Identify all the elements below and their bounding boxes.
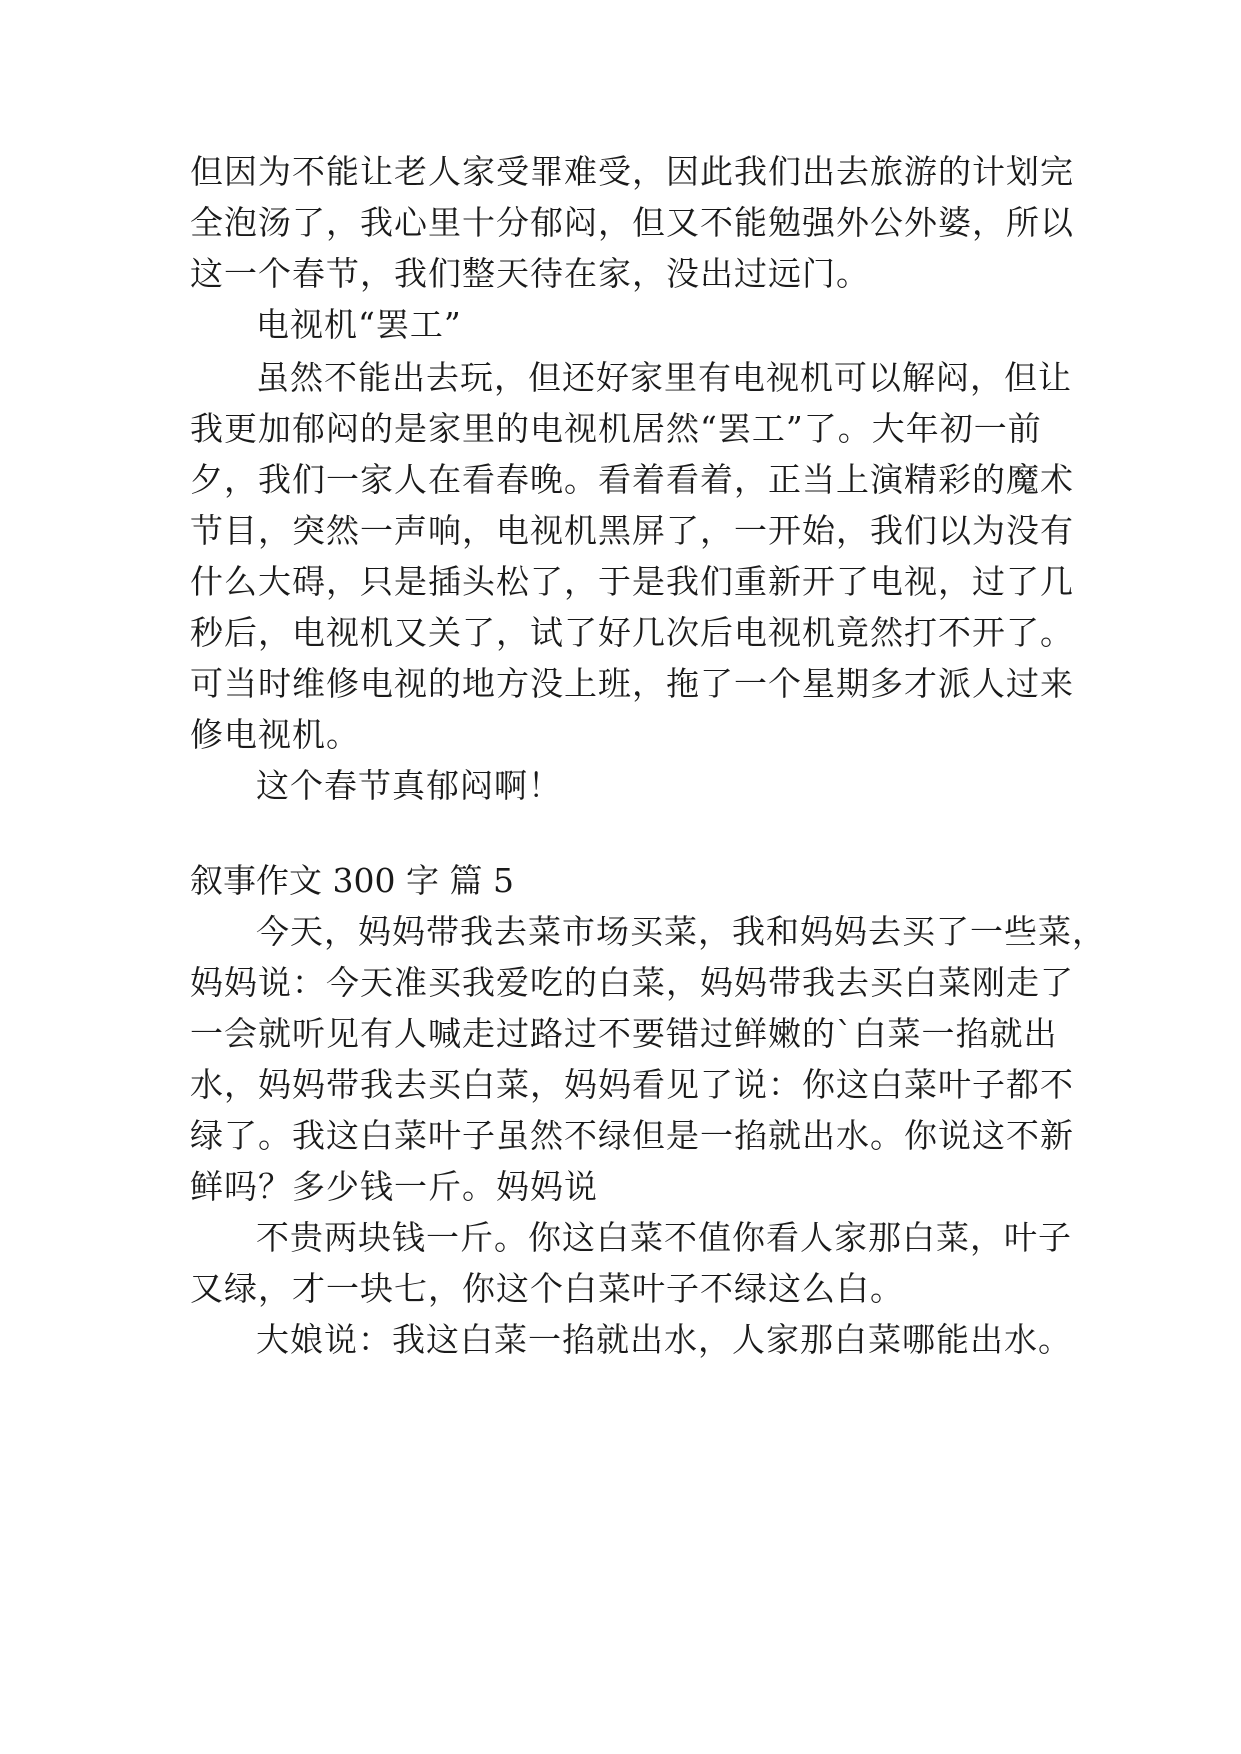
paragraph-line: 不贵两块钱一斤。你这白菜不值你看人家那白菜，叶子 (256, 1218, 1072, 1257)
paragraph-line: 又绿，才一块七，你这个白菜叶子不绿这么白。 (190, 1269, 904, 1308)
paragraph-line: 一会就听见有人喊走过路过不要错过鲜嫩的`白菜一掐就出 (190, 1014, 1058, 1053)
paragraph-line: 修电视机。 (190, 715, 360, 754)
paragraph-line: 夕，我们一家人在看春晚。看着看着，正当上演精彩的魔术 (190, 460, 1074, 499)
paragraph-line: 节目，突然一声响，电视机黑屏了，一开始，我们以为没有 (190, 511, 1074, 550)
paragraph-line: 虽然不能出去玩，但还好家里有电视机可以解闷，但让 (256, 358, 1072, 397)
paragraph-line: 妈妈说：今天准买我爱吃的白菜，妈妈带我去买白菜刚走了 (190, 963, 1074, 1002)
paragraph-line: 绿了。我这白菜叶子虽然不绿但是一掐就出水。你说这不新 (190, 1116, 1074, 1155)
paragraph-line: 可当时维修电视的地方没上班，拖了一个星期多才派人过来 (190, 664, 1074, 703)
paragraph-line: 什么大碍，只是插头松了，于是我们重新开了电视，过了几 (190, 562, 1074, 601)
paragraph-line: 水，妈妈带我去买白菜，妈妈看见了说：你这白菜叶子都不 (190, 1065, 1074, 1104)
paragraph-line: 这个春节真郁闷啊！ (256, 766, 562, 805)
essay-title: 叙事作文 300 字 篇 5 (190, 861, 514, 900)
paragraph-line: 秒后，电视机又关了，试了好几次后电视机竟然打不开了。 (190, 613, 1074, 652)
paragraph-line: 鲜吗？多少钱一斤。妈妈说 (190, 1167, 598, 1206)
paragraph-line: 全泡汤了，我心里十分郁闷，但又不能勉强外公外婆，所以 (190, 203, 1074, 242)
paragraph-line: 但因为不能让老人家受罪难受，因此我们出去旅游的计划完 (190, 152, 1074, 191)
section-subheading: 电视机“罢工” (256, 305, 462, 344)
paragraph-line: 今天，妈妈带我去菜市场买菜，我和妈妈去买了一些菜， (256, 912, 1106, 951)
paragraph-line: 大娘说：我这白菜一掐就出水，人家那白菜哪能出水。 (256, 1320, 1072, 1359)
paragraph-line: 这一个春节，我们整天待在家，没出过远门。 (190, 254, 870, 293)
paragraph-line: 我更加郁闷的是家里的电视机居然“罢工”了。大年初一前 (190, 409, 1042, 448)
